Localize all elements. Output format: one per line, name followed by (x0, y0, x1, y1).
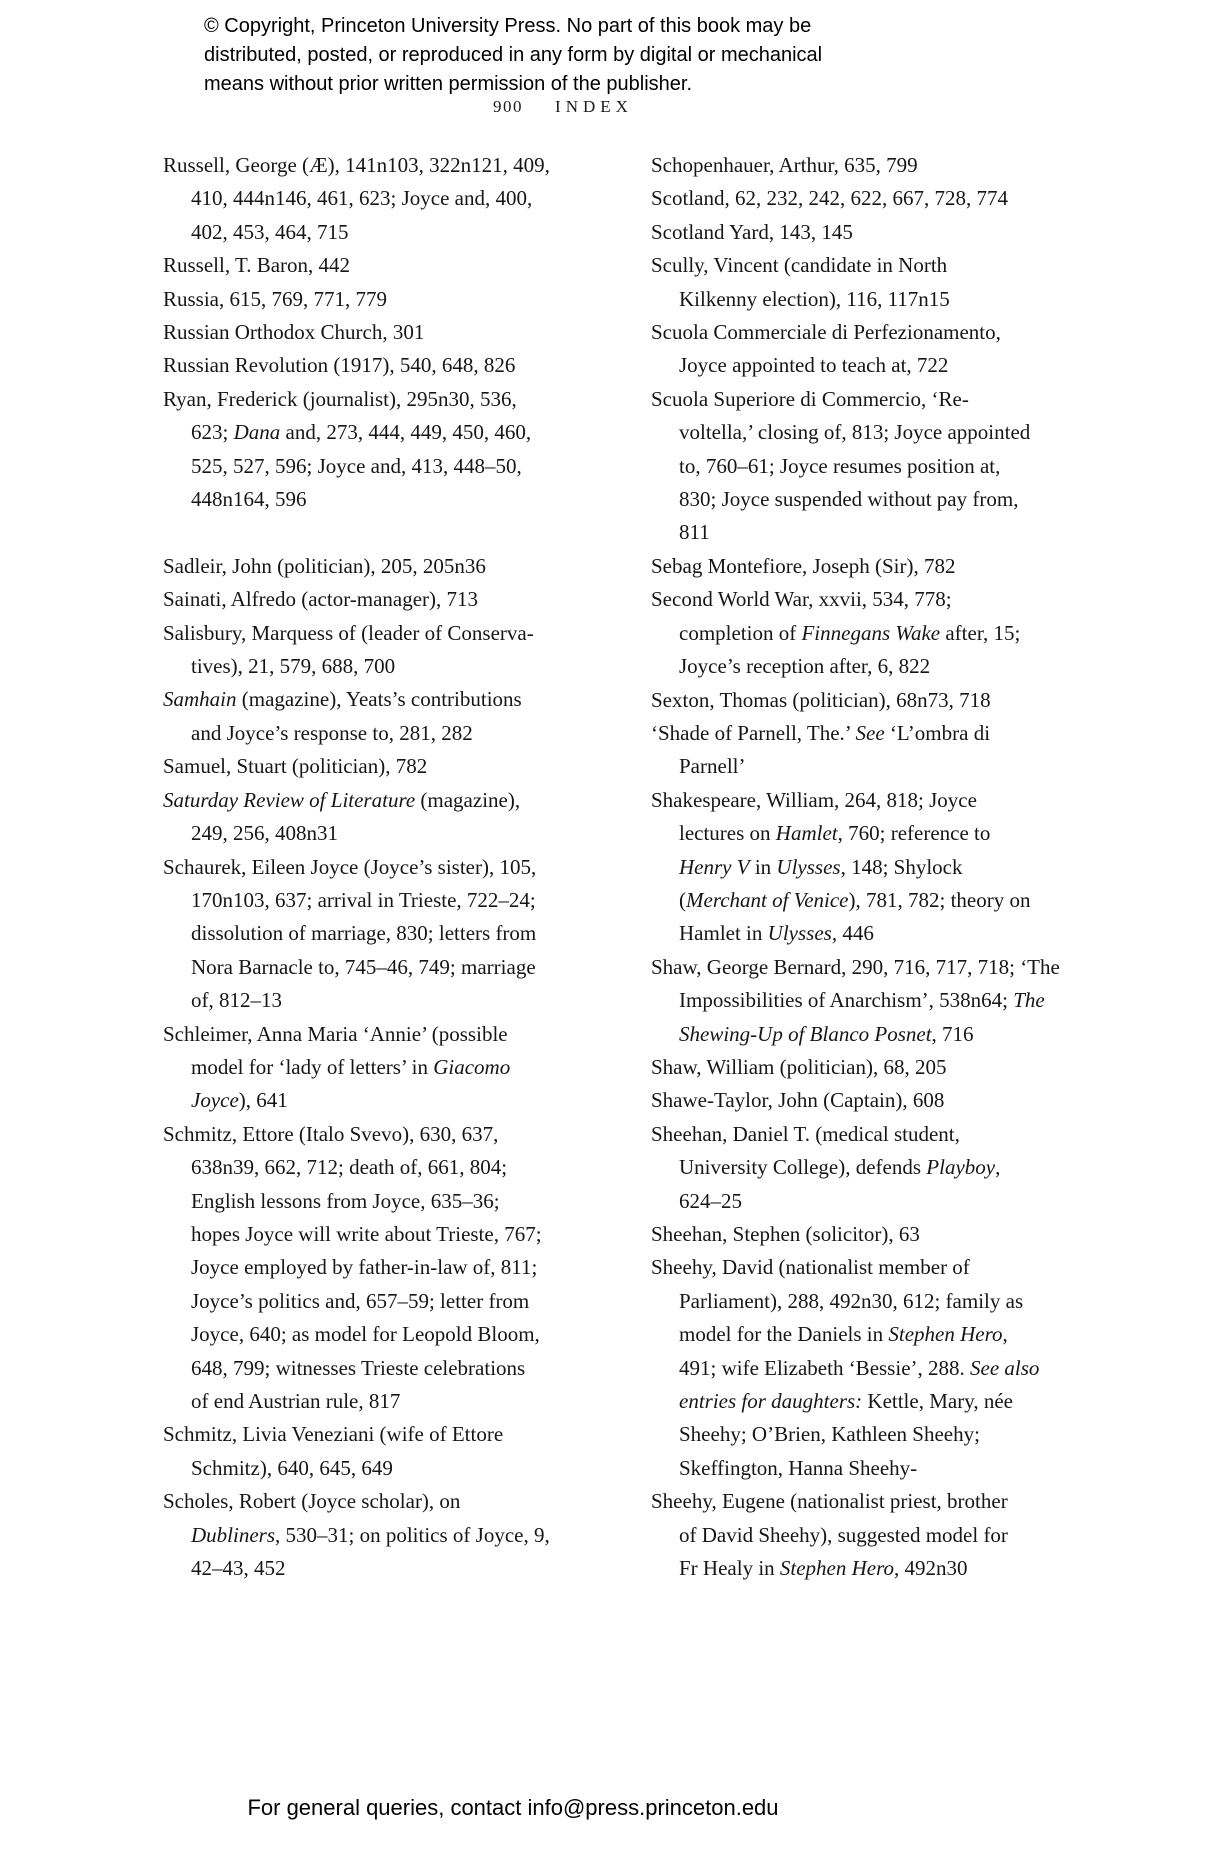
index-blank-line (163, 516, 615, 549)
index-entry-line: 448n164, 596 (191, 487, 307, 512)
index-entry-line: Schleimer, Anna Maria ‘Annie’ (possible (163, 1021, 508, 1046)
index-entry-line: 638n39, 662, 712; death of, 661, 804; (191, 1155, 508, 1180)
index-entry-line: model for ‘lady of letters’ in Giacomo (191, 1054, 511, 1079)
index-entry-line: 525, 527, 596; Joyce and, 413, 448–50, (191, 453, 522, 478)
page-footer (0, 1795, 1026, 1821)
index-entry-line: and Joyce’s response to, 281, 282 (191, 720, 473, 745)
index-entry-line: Sheehy, David (nationalist member of (651, 1255, 970, 1280)
index-entry-line: 170n103, 637; arrival in Trieste, 722–24; (191, 887, 536, 912)
index-entry-line: Henry V in Ulysses, 148; Shylock (679, 854, 963, 879)
index-entry-line: Sainati, Alfredo (actor-manager), 713 (163, 587, 479, 612)
index-entry-line: Shawe-Taylor, John (Captain), 608 (651, 1088, 945, 1113)
index-entry-line: 491; wife Elizabeth ‘Bessie’, 288. See also (679, 1355, 1040, 1380)
footer-contact: For general queries, contact info@press.princeton.edu (247, 1795, 779, 1820)
index-entry-line: Impossibilities of Anarchism’, 538n64; The (679, 988, 1045, 1013)
index-entry-line: Sheehy, Eugene (nationalist priest, brother (651, 1489, 1008, 1514)
index-entry-line: of end Austrian rule, 817 (191, 1389, 401, 1414)
index-entry-line: 42–43, 452 (191, 1556, 286, 1581)
index-columns (163, 149, 1103, 1585)
index-entry-line: Joyce’s reception after, 6, 822 (679, 654, 931, 679)
index-entry-line: Scully, Vincent (candidate in North (651, 253, 948, 278)
index-entry-line: 624–25 (679, 1188, 742, 1213)
index-entry-line: Sheehan, Daniel T. (medical student, (651, 1121, 960, 1146)
index-entry-line: Schmitz, Ettore (Italo Svevo), 630, 637, (163, 1121, 499, 1146)
index-left-column (163, 149, 615, 1585)
index-entry-line: completion of Finnegans Wake after, 15; (679, 620, 1021, 645)
index-entry-line: lectures on Hamlet, 760; reference to (679, 821, 991, 846)
index-entry-line: Parnell’ (679, 754, 746, 779)
index-entry-line: Joyce’s politics and, 657–59; letter from (191, 1288, 530, 1313)
index-entry-line: Russia, 615, 769, 771, 779 (163, 286, 388, 311)
index-entry-line: 830; Joyce suspended without pay from, (679, 487, 1019, 512)
index-entry-line: dissolution of marriage, 830; letters from (191, 921, 537, 946)
index-entry-line: Shaw, William (politician), 68, 205 (651, 1054, 947, 1079)
index-entry-line: Schaurek, Eileen Joyce (Joyce’s sister), 105, (163, 854, 537, 879)
index-entry-line: Scholes, Robert (Joyce scholar), on (163, 1489, 461, 1514)
index-entry-line: Scotland Yard, 143, 145 (651, 219, 853, 244)
index-entry-line: Skeffington, Hanna Sheehy- (679, 1455, 918, 1480)
index-entry-line: Russian Revolution (1917), 540, 648, 826 (163, 353, 516, 378)
index-entry-line: 811 (679, 520, 710, 545)
index-entry-line: Hamlet in Ulysses, 446 (679, 921, 874, 946)
index-entry-line: Russell, George (Æ), 141n103, 322n121, 409, (163, 153, 550, 177)
index-entry-line: Scuola Superiore di Commercio, ‘Re- (651, 386, 969, 411)
index-entry-line: Samhain (magazine), Yeats’s contributions (163, 687, 522, 712)
index-entry-line: Shakespeare, William, 264, 818; Joyce (651, 787, 977, 812)
index-entry-line: 249, 256, 408n31 (191, 821, 338, 846)
index-entry-line: Ryan, Frederick (journalist), 295n30, 536, (163, 386, 517, 411)
index-entry-line: Russian Orthodox Church, 301 (163, 320, 425, 345)
index-entry-line: Salisbury, Marquess of (leader of Conserva- (163, 620, 534, 645)
index-right-column (651, 149, 1103, 1585)
index-entry-line: tives), 21, 579, 688, 700 (191, 654, 396, 679)
copyright-line-3: means without prior written permission of the publisher. (204, 73, 693, 95)
index-title: INDEX (555, 97, 633, 116)
index-entry-line: 410, 444n146, 461, 623; Joyce and, 400, (191, 186, 533, 211)
index-entry-line: to, 760–61; Joyce resumes position at, (679, 453, 1001, 478)
index-entry-line: Samuel, Stuart (politician), 782 (163, 754, 428, 779)
index-entry-line: voltella,’ closing of, 813; Joyce appointed (679, 420, 1031, 445)
index-entry-line: Dubliners, 530–31; on politics of Joyce, 9, (191, 1522, 550, 1547)
index-entry-line: Sheehy; O’Brien, Kathleen Sheehy; (679, 1422, 980, 1447)
index-entry-line: Sebag Montefiore, Joseph (Sir), 782 (651, 553, 956, 578)
index-entry-line: Joyce appointed to teach at, 722 (679, 353, 949, 378)
index-entry-line: Fr Healy in Stephen Hero, 492n30 (679, 1556, 968, 1581)
index-entry-line: 402, 453, 464, 715 (191, 219, 349, 244)
index-entry-line: 648, 799; witnesses Trieste celebrations (191, 1355, 526, 1380)
index-entry-line: Shaw, George Bernard, 290, 716, 717, 718; ‘The (651, 954, 1060, 979)
index-entry-line: Scotland, 62, 232, 242, 622, 667, 728, 774 (651, 186, 1008, 211)
page-number: 900 (493, 97, 524, 116)
index-entry-line: Saturday Review of Literature (magazine), (163, 787, 521, 812)
index-entry-line: Russell, T. Baron, 442 (163, 253, 351, 278)
index-entry-line: Sheehan, Stephen (solicitor), 63 (651, 1222, 920, 1246)
index-entry-line: model for the Daniels in Stephen Hero, (679, 1322, 1008, 1347)
index-entry-line: of David Sheehy), suggested model for (679, 1522, 1008, 1547)
index-entry-line: Scuola Commerciale di Perfezionamento, (651, 320, 1001, 345)
index-entry-line: Kilkenny election), 116, 117n15 (679, 286, 950, 311)
index-entry-line: University College), defends Playboy, (679, 1155, 1001, 1180)
index-entry-line: Joyce), 641 (191, 1088, 288, 1113)
index-entry-line: entries for daughters: Kettle, Mary, née (679, 1389, 1013, 1414)
copyright-notice (204, 12, 822, 99)
index-entry-line: ‘Shade of Parnell, The.’ See ‘L’ombra di (651, 720, 991, 745)
index-entry-line: of, 812–13 (191, 988, 282, 1013)
index-entry-line: Joyce, 640; as model for Leopold Bloom, (191, 1322, 540, 1347)
index-entry-line: Second World War, xxvii, 534, 778; (651, 587, 952, 612)
index-entry-line: Sadleir, John (politician), 205, 205n36 (163, 553, 486, 578)
index-entry-line: Schopenhauer, Arthur, 635, 799 (651, 153, 918, 177)
copyright-line-2: distributed, posted, or reproduced in any form by digital or mechanical (204, 44, 823, 66)
index-entry-line: Schmitz), 640, 645, 649 (191, 1455, 393, 1480)
index-entry-line: Nora Barnacle to, 745–46, 749; marriage (191, 954, 536, 979)
index-entry-line: Shewing-Up of Blanco Posnet, 716 (679, 1021, 974, 1046)
index-entry-line: hopes Joyce will write about Trieste, 767; (191, 1221, 542, 1246)
index-entry-line: (Merchant of Venice), 781, 782; theory on (679, 887, 1031, 912)
copyright-line-1: © Copyright, Princeton University Press. No part of this book may be (204, 15, 812, 37)
page-header (163, 97, 963, 117)
index-entry-line: Parliament), 288, 492n30, 612; family as (679, 1288, 1024, 1313)
index-entry-line: English lessons from Joyce, 635–36; (191, 1188, 500, 1213)
index-entry-line: Joyce employed by father-in-law of, 811; (191, 1255, 538, 1280)
index-entry-line: 623; Dana and, 273, 444, 449, 450, 460, (191, 420, 532, 445)
index-entry-line: Sexton, Thomas (politician), 68n73, 718 (651, 687, 991, 712)
index-entry-line: Schmitz, Livia Veneziani (wife of Ettore (163, 1422, 504, 1447)
